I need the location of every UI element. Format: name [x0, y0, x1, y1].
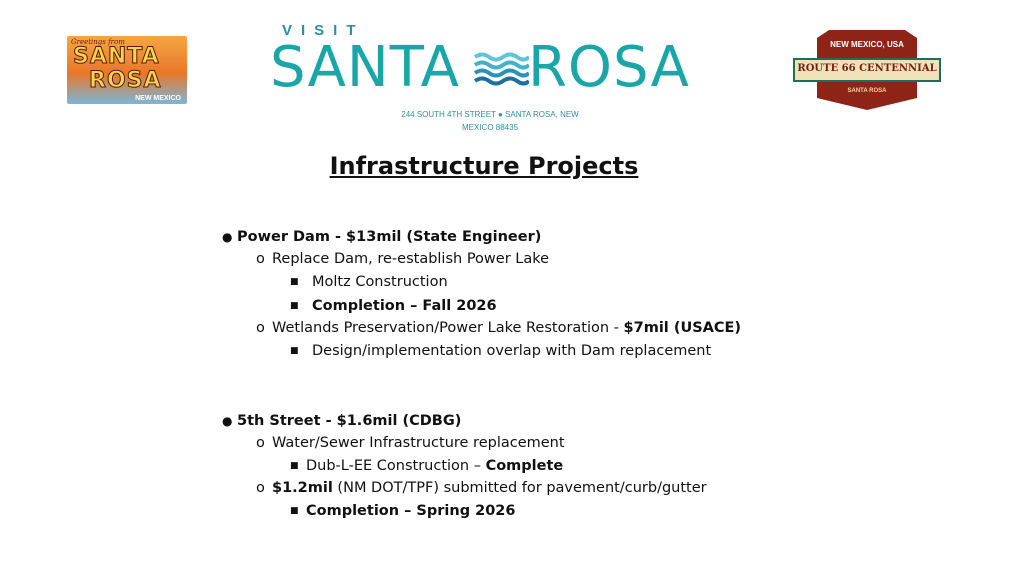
- bullet-marker: o: [256, 480, 265, 496]
- list-item: ■ Dub-L-EE Construction – Complete: [290, 458, 564, 474]
- santa-rosa-postcard-logo: [67, 36, 187, 104]
- bullet-marker: ■: [290, 506, 299, 516]
- postcard-subtitle: NEW MEXICO: [135, 95, 181, 102]
- bullet-marker: o: [256, 251, 265, 267]
- brand-visit-label: VISIT: [282, 22, 365, 39]
- brand-word-santa: SANTA: [270, 35, 460, 100]
- bullet-marker: ■: [290, 461, 299, 471]
- emblem-bottom-text: SANTA ROSA: [847, 88, 887, 94]
- list-item: o Replace Dam, re-establish Power Lake: [256, 251, 550, 267]
- postcard-line-2: ROSA: [89, 68, 162, 93]
- address-text: 244 SOUTH 4TH STREET ● SANTA ROSA, NEW MEXICO 88435: [401, 110, 579, 132]
- list-item: ■ Completion – Spring 2026: [290, 503, 516, 519]
- bullet-marker: o: [256, 320, 265, 336]
- bullet-marker: ■: [290, 277, 299, 287]
- visit-santa-rosa-logo: [270, 36, 720, 100]
- page-title: Infrastructure Projects: [329, 152, 639, 180]
- water-waves-icon: [473, 50, 529, 88]
- postcard-line-1: SANTA: [73, 44, 160, 69]
- list-item: ■ Completion – Fall 2026: [290, 298, 497, 314]
- list-item: ■ Design/implementation overlap with Dam replacement: [290, 343, 712, 359]
- bullet-marker: ■: [290, 301, 299, 311]
- emblem-middle-text: ROUTE 66 CENTENNIAL: [797, 63, 937, 74]
- list-item: o Wetlands Preservation/Power Lake Restoration - $7mil (USACE): [256, 320, 742, 336]
- project-heading-power-dam: ● Power Dam - $13mil (State Engineer): [222, 229, 542, 245]
- list-item: o $1.2mil (NM DOT/TPF) submitted for pavement/curb/gutter: [256, 480, 707, 496]
- bullet-marker: ■: [290, 346, 299, 356]
- brand-word-rosa: ROSA: [528, 35, 690, 100]
- route-66-centennial-logo: [793, 30, 941, 110]
- list-item: o Water/Sewer Infrastructure replacement: [256, 435, 565, 451]
- bullet-marker: ●: [222, 414, 233, 428]
- bullet-marker: o: [256, 435, 265, 451]
- emblem-top-text: NEW MEXICO, USA: [830, 40, 904, 49]
- list-item: ■ Moltz Construction: [290, 274, 448, 290]
- postcard-greeting: Greetings from: [71, 38, 125, 46]
- bullet-marker: ●: [222, 230, 233, 244]
- project-heading-5th-street: ● 5th Street - $1.6mil (CDBG): [222, 413, 462, 429]
